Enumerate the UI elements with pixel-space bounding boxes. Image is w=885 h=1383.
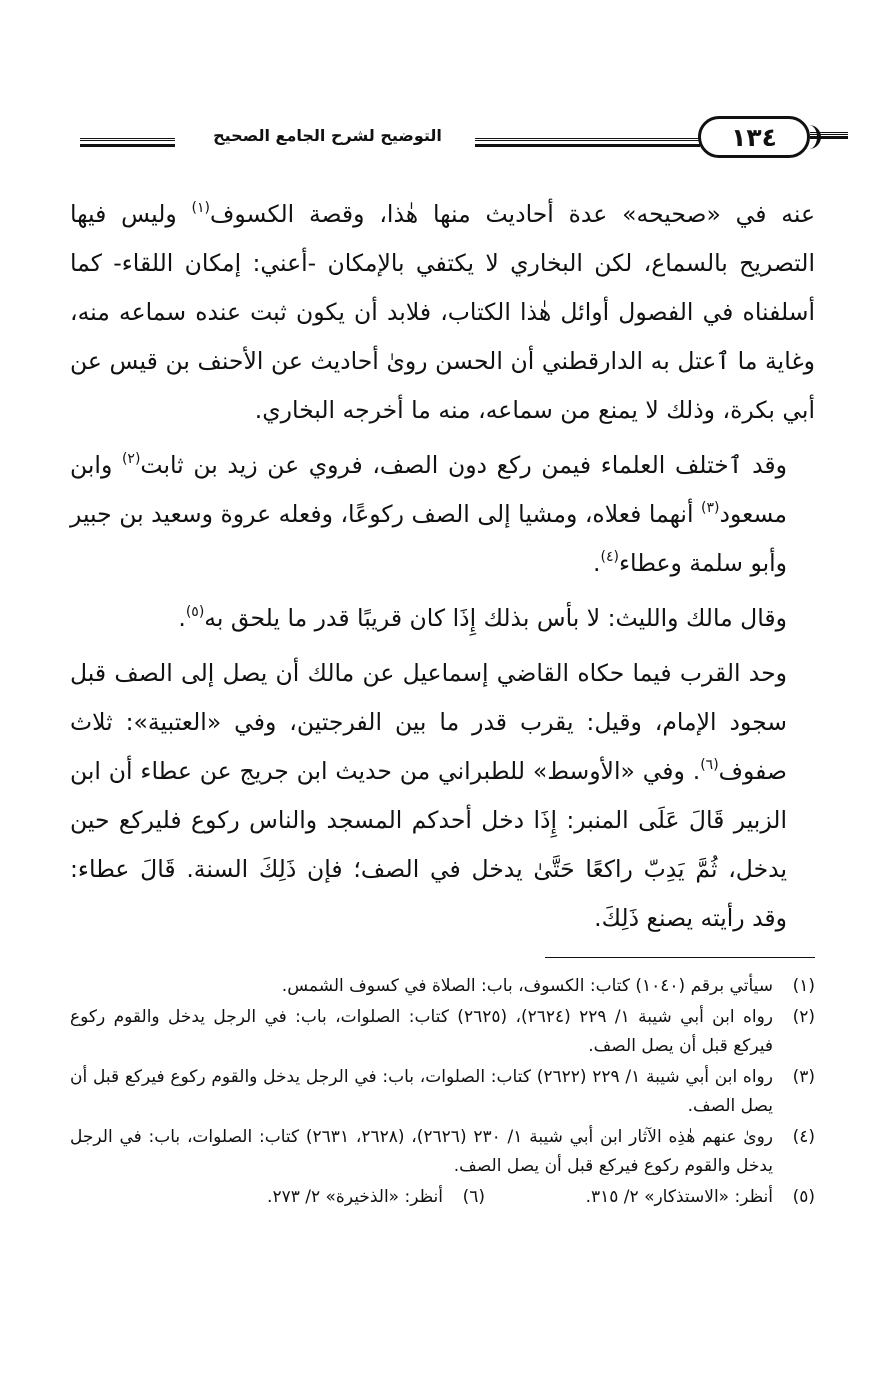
footnotes	[70, 972, 815, 1212]
footnote-ref-3: (٣)	[701, 500, 720, 516]
footnote-number: (٢)	[792, 1007, 815, 1027]
paragraph-text: وليس فيها التصريح بالسماع، لكن البخاري لا يكتفي بالإمكان -أعني: إمكان اللقاء- كما أسلفناه في الفصول أوائل هٰذا الكتاب، فلابد أن يكون ثبت عنده سماعه منه، وغاية ما ٱعتل به الدارقطني أن الحسن روىٰ أحاديث عن الأحنف بن قيس عن أبي بكرة، وذلك لا يمنع من سماعه، منه ما أخرجه البخاري.	[70, 200, 815, 424]
footnote-number: (٣)	[792, 1067, 815, 1087]
footnote-ref-4: (٤)	[600, 549, 619, 565]
header-rule-left	[80, 138, 175, 147]
footnote-divider	[545, 957, 815, 958]
footnote-item	[485, 1183, 815, 1212]
paragraph-text: .	[178, 604, 186, 632]
footnote-item	[70, 1063, 815, 1121]
header-rule-middle	[475, 138, 700, 147]
footnote-row-5-6	[70, 1183, 815, 1212]
footnote-text: سيأتي برقم (١٠٤٠) كتاب: الكسوف، باب: الصلاة في كسوف الشمس.	[281, 976, 773, 996]
footnote-item	[70, 972, 815, 1001]
page-number: ١٣٤	[698, 116, 810, 158]
footnote-number: (٥)	[792, 1187, 815, 1207]
footnote-number: (٤)	[792, 1127, 815, 1147]
paragraph-text: وابن مسعود	[70, 451, 787, 528]
main-text	[70, 190, 815, 943]
paragraph-1	[70, 190, 815, 435]
paragraph-text: وقد ٱختلف العلماء فيمن ركع دون الصف، فروي عن زيد بن ثابت	[140, 451, 787, 479]
paragraph-2	[70, 441, 815, 588]
footnote-item	[70, 1003, 815, 1061]
footnote-item	[155, 1183, 485, 1212]
footnote-text: روىٰ عنهم هٰذِه الآثار ابن أبي شيبة ١/ ٢٣٠ (٢٦٢٦)، (٢٦٢٨، ٢٦٣١) كتاب: الصلوات، باب: في الرجل يدخل والقوم ركوع فيركع قبل أن يصل الصف.	[70, 1127, 773, 1176]
page-header	[70, 110, 815, 160]
header-rule-right	[810, 132, 848, 139]
paragraph-4	[70, 649, 815, 943]
footnote-ref-5: (٥)	[185, 604, 205, 620]
paragraph-text: عنه في «صحيحه» عدة أحاديث منها هٰذا، وقصة الكسوف	[210, 200, 816, 228]
footnote-text: رواه ابن أبي شيبة ١/ ٢٢٩ (٢٦٢٤)، (٢٦٢٥) كتاب: الصلوات، باب: في الرجل يدخل والقوم ركوع فيركع قبل أن يصل الصف.	[70, 1007, 773, 1056]
footnote-ref-6: (٦)	[700, 757, 719, 773]
footnote-text: أنظر: «الاستذكار» ٢/ ٣١٥.	[585, 1187, 773, 1207]
footnote-number: (١)	[792, 976, 815, 996]
running-title: التوضيح لشرح الجامع الصحيح	[213, 126, 442, 145]
footnote-number: (٦)	[462, 1187, 485, 1207]
paragraph-text: وقال مالك والليث: لا بأس بذلك إِذَا كان قريبًا قدر ما يلحق به	[204, 604, 787, 632]
paragraph-3	[70, 594, 815, 643]
paragraph-text: أنهما فعلاه، ومشيا إلى الصف ركوعًا، وفعله عروة وسعيد بن جبير وأبو سلمة وعطاء	[70, 500, 787, 577]
footnote-text: رواه ابن أبي شيبة ١/ ٢٢٩ (٢٦٢٢) كتاب: الصلوات، باب: في الرجل يدخل والقوم ركوع فيركع قبل أن يصل الصف.	[70, 1067, 773, 1116]
footnote-ref-1: (١)	[191, 200, 210, 216]
book-page	[70, 110, 815, 1212]
footnote-text: أنظر: «الذخيرة» ٢/ ٢٧٣.	[267, 1187, 443, 1207]
paragraph-text: .	[593, 549, 601, 577]
paragraph-text: . وفي «الأوسط» للطبراني من حديث ابن جريج عن عطاء أن ابن الزبير قَالَ عَلَى المنبر: إِذَا دخل أحدكم المسجد والناس ركوع فليركع حين يدخل، ثُمَّ يَدِبّ راكعًا حَتَّىٰ يدخل في الصف؛ فإن ذَلِكَ السنة. قَالَ عطاء: وقد رأيته يصنع ذَلِكَ.	[70, 757, 787, 932]
footnote-item	[70, 1123, 815, 1181]
paragraph-text: وحد القرب فيما حكاه القاضي إسماعيل عن مالك أن يصل إلى الصف قبل سجود الإمام، وقيل: يقرب قدر ما بين الفرجتين، وفي «العتبية»: ثلاث صفوف	[70, 659, 787, 785]
footnote-ref-2: (٢)	[121, 451, 141, 467]
